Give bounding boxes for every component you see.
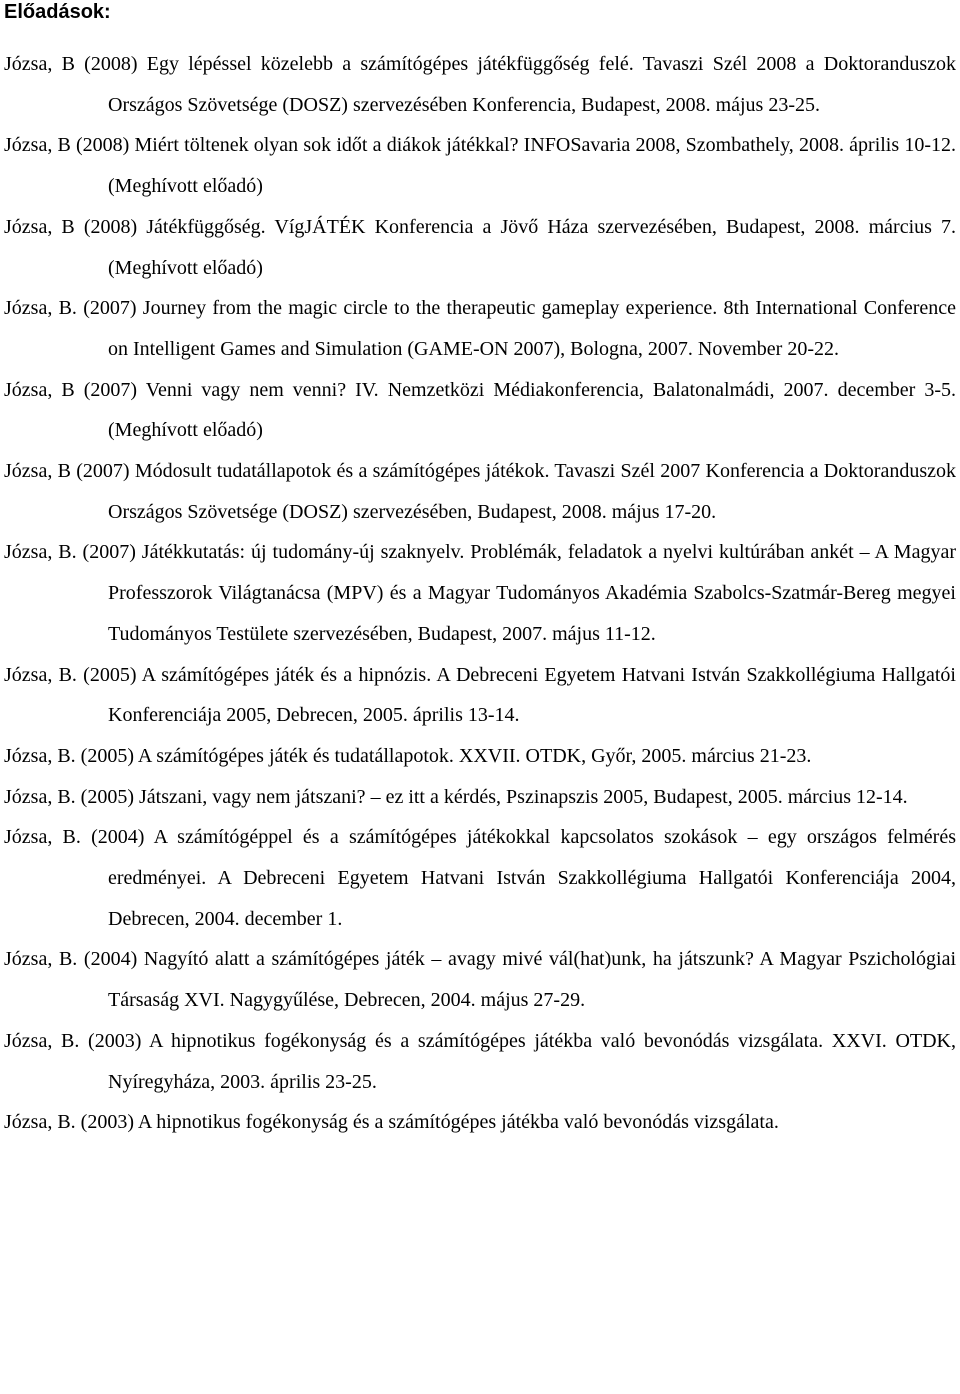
list-item: Józsa, B (2008) Miért töltenek olyan sok időt a diákok játékkal? INFOSavaria 2008, Szombathely, 2008. április 10-12. (Meghívott előadó) [4,134,956,198]
list-item: Józsa, B (2007) Venni vagy nem venni? IV. Nemzetközi Médiakonferencia, Balatonalmádi, 2007. december 3-5. (Meghívott előadó) [4,378,956,442]
list-item: Józsa, B. (2005) A számítógépes játék és a hipnózis. A Debreceni Egyetem Hatvani István Szakkollégiuma Hallgatói Konferenciája 2005, Debrecen, 2005. április 13-14. [4,663,956,727]
list-item: Józsa, B. (2004) Nagyító alatt a számítógépes játék – avagy mivé vál(hat)unk, ha játszunk? A Magyar Pszichológiai Társaság XVI. Nagygyűlése, Debrecen, 2004. május 27-29. [4,948,956,1012]
list-item: Józsa, B. (2005) Játszani, vagy nem játszani? – ez itt a kérdés, Pszinapszis 2005, Budapest, 2005. március 12-14. [4,785,908,808]
list-item: Józsa, B (2008) Egy lépéssel közelebb a számítógépes játékfüggőség felé. Tavaszi Szél 2008 a Doktoranduszok Országos Szövetsége (DOSZ) szervezésében Konferencia, Budapest, 2008. május 23-25. [4,53,956,116]
list-item: Józsa, B (2008) Játékfüggőség. VígJÁTÉK Konferencia a Jövő Háza szervezésében, Budapest, 2008. március 7. (Meghívott előadó) [4,215,956,279]
presentation-list [4,44,956,1143]
list-item: Józsa, B (2007) Módosult tudatállapotok és a számítógépes játékok. Tavaszi Szél 2007 Konferencia a Doktoranduszok Országos Szövetsége (DOSZ) szervezésében, Budapest, 2008. május 17-20. [4,460,956,523]
list-item: Józsa, B. (2007) Journey from the magic circle to the therapeutic gameplay experience. 8th International Conference on Intelligent Games and Simulation (GAME-ON 2007), Bologna, 2007. November 20-22. [4,297,956,360]
list-item: Józsa, B. (2003) A hipnotikus fogékonyság és a számítógépes játékba való bevonódás vizsgálata. [4,1111,779,1134]
list-item: Józsa, B. (2005) A számítógépes játék és tudatállapotok. XXVII. OTDK, Győr, 2005. március 21-23. [4,744,812,767]
section-heading: Előadások: [4,1,111,23]
list-item: Józsa, B. (2003) A hipnotikus fogékonyság és a számítógépes játékba való bevonódás vizsgálata. XXVI. OTDK, Nyíregyháza, 2003. április 23-25. [4,1029,956,1093]
list-item: Józsa, B. (2007) Játékkutatás: új tudomány-új szaknyelv. Problémák, feladatok a nyelvi kultúrában ankét – A Magyar Professzorok Világtanácsa (MPV) és a Magyar Tudományos Akadémia Szabolcs-Szatmár-Bereg megyei Tudományos Testülete szervezésében, Budapest, 2007. május 11-12. [4,541,956,645]
list-item: Józsa, B. (2004) A számítógéppel és a számítógépes játékokkal kapcsolatos szokások – egy országos felmérés eredményei. A Debreceni Egyetem Hatvani István Szakkollégiuma Hallgatói Konferenciája 2004, Debrecen, 2004. december 1. [4,826,956,930]
